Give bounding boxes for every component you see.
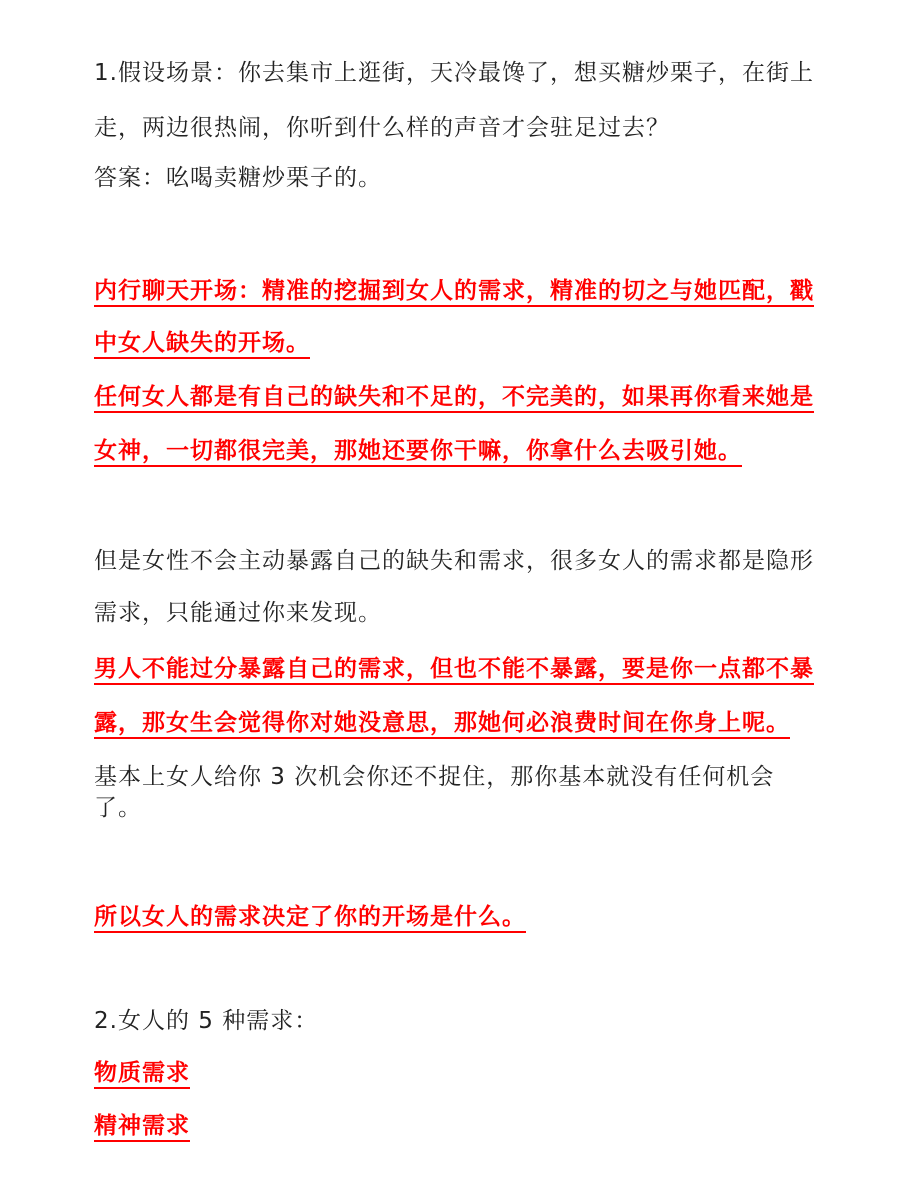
highlight-conclusion: 所以女人的需求决定了你的开场是什么。 xyxy=(94,904,526,930)
paragraph-hidden-needs-line-2: 需求，只能通过你来发现。 xyxy=(94,600,382,626)
question-2-heading: 2.女人的 5 种需求： xyxy=(94,1008,319,1034)
need-item: 物质需求 xyxy=(94,1060,190,1086)
highlight-expose-needs-line-1: 男人不能过分暴露自己的需求，但也不能不暴露，要是你一点都不暴 xyxy=(94,656,814,682)
highlight-expose-needs-line-2: 露，那女生会觉得你对她没意思，那她何必浪费时间在你身上呢。 xyxy=(94,710,790,736)
question-1-line-1: 1.假设场景：你去集市上逛街，天冷最馋了，想买糖炒栗子，在街上 xyxy=(94,60,814,86)
paragraph-chances-line-1: 基本上女人给你 3 次机会你还不捉住，那你基本就没有任何机会 xyxy=(94,764,775,790)
highlight-imperfection-line-1: 任何女人都是有自己的缺失和不足的，不完美的，如果再你看来她是 xyxy=(94,384,814,410)
highlight-opening-line-2: 中女人缺失的开场。 xyxy=(94,330,310,356)
question-1-line-2: 走，两边很热闹，你听到什么样的声音才会驻足过去？ xyxy=(94,115,670,141)
paragraph-chances-line-2: 了。 xyxy=(94,795,142,821)
question-1-answer: 答案：吆喝卖糖炒栗子的。 xyxy=(94,165,382,191)
highlight-opening-line-1: 内行聊天开场：精准的挖掘到女人的需求，精准的切之与她匹配，戳 xyxy=(94,278,814,304)
need-item: 精神需求 xyxy=(94,1113,190,1139)
paragraph-hidden-needs-line-1: 但是女性不会主动暴露自己的缺失和需求，很多女人的需求都是隐形 xyxy=(94,548,814,574)
highlight-imperfection-line-2: 女神，一切都很完美，那她还要你干嘛，你拿什么去吸引她。 xyxy=(94,438,742,464)
